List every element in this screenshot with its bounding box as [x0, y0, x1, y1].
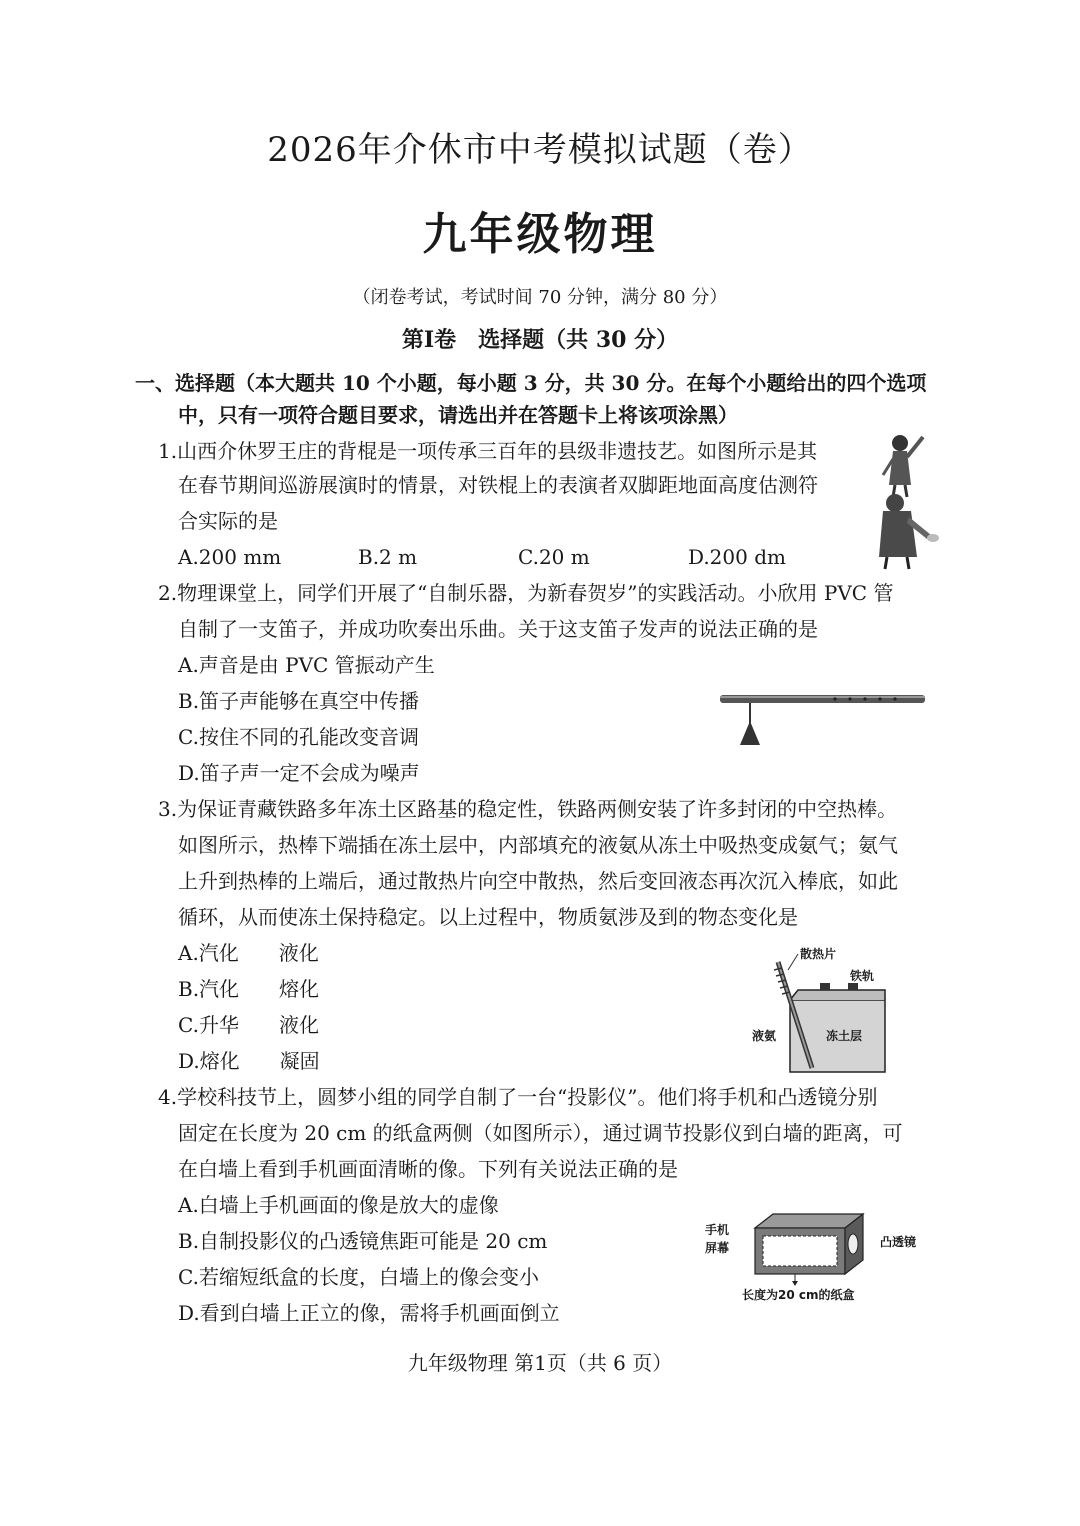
- label-fin: 散热片: [800, 947, 837, 961]
- q1-option-d: D.200 dm: [688, 545, 786, 569]
- label-screen: 屏幕: [705, 1241, 730, 1255]
- q1-option-c: C.20 m: [518, 545, 590, 569]
- q3-option-d: D.熔化 凝固: [178, 1049, 320, 1073]
- q3-line3: 上升到热棒的上端后，通过散热片向空中散热，然后变回液态再次沉入棒底，如此: [178, 869, 898, 893]
- q4-option-b: B.自制投影仪的凸透镜焦距可能是 20 cm: [178, 1229, 548, 1253]
- label-rail: 铁轨: [850, 969, 875, 983]
- q2-option-b: B.笛子声能够在真空中传播: [178, 689, 420, 713]
- q3-line4: 循环，从而使冻土保持稳定。以上过程中，物质氨涉及到的物态变化是: [178, 905, 798, 929]
- projector-box-figure: [745, 1210, 885, 1290]
- q4-line1: 4.学校科技节上，圆梦小组的同学自制了一台“投影仪”。他们将手机和凸透镜分别: [158, 1085, 878, 1109]
- performers-figure: [865, 425, 945, 570]
- q3-line2: 如图所示，热棒下端插在冻土层中，内部填充的液氨从冻土中吸热变成氨气；氨气: [178, 833, 898, 857]
- section-instructions-line2: 中，只有一项符合题目要求，请选出并在答题卡上将该项涂黑）: [178, 403, 738, 427]
- exam-title: 2026年介休市中考模拟试题（卷）: [267, 130, 813, 170]
- q2-option-d: D.笛子声一定不会成为噪声: [178, 761, 420, 785]
- q1-option-b: B.2 m: [358, 545, 418, 569]
- label-phone: 手机: [705, 1223, 730, 1237]
- exam-info: （闭卷考试，考试时间 70 分钟，满分 80 分）: [352, 287, 728, 308]
- q2-line1: 2.物理课堂上，同学们开展了“自制乐器，为新春贺岁”的实践活动。小欣用 PVC 管: [158, 581, 894, 605]
- volume-heading: 第Ⅰ卷 选择题（共 30 分）: [401, 327, 679, 353]
- q2-line2: 自制了一支笛子，并成功吹奏出乐曲。关于这支笛子发声的说法正确的是: [178, 617, 818, 641]
- q4-option-a: A.白墙上手机画面的像是放大的虚像: [178, 1193, 499, 1217]
- q1-line3: 合实际的是: [178, 509, 278, 533]
- label-soil: 冻土层: [826, 1029, 863, 1043]
- label-ammonia: 液氨: [752, 1029, 777, 1043]
- q1-line1: 1.山西介休罗王庄的背棍是一项传承三百年的县级非遗技艺。如图所示是其: [158, 439, 818, 463]
- q3-option-c: C.升华 液化: [178, 1013, 319, 1037]
- q2-option-a: A.声音是由 PVC 管振动产生: [178, 653, 435, 677]
- q3-option-a: A.汽化 液化: [178, 941, 319, 965]
- q3-option-b: B.汽化 熔化: [178, 977, 320, 1001]
- q4-line3: 在白墙上看到手机画面清晰的像。下列有关说法正确的是: [178, 1157, 678, 1181]
- q4-line2: 固定在长度为 20 cm 的纸盒两侧（如图所示），通过调节投影仪到白墙的距离，可: [178, 1121, 903, 1145]
- flute-figure: [715, 685, 930, 750]
- q1-line2: 在春节期间巡游展演时的情景，对铁棍上的表演者双脚距地面高度估测符: [178, 473, 818, 497]
- page-footer: 九年级物理 第1页（共 6 页）: [407, 1351, 673, 1375]
- q1-option-a: A.200 mm: [178, 545, 282, 569]
- q2-option-c: C.按住不同的孔能改变音调: [178, 725, 419, 749]
- q4-option-d: D.看到白墙上正立的像，需将手机画面倒立: [178, 1301, 560, 1325]
- label-box: 长度为20 cm的纸盒: [742, 1288, 855, 1302]
- section-instructions-line1: 一、选择题（本大题共 10 个小题，每小题 3 分，共 30 分。在每个小题给出的四个选项: [135, 371, 927, 395]
- label-lens: 凸透镜: [880, 1235, 917, 1249]
- q4-option-c: C.若缩短纸盒的长度，白墙上的像会变小: [178, 1265, 539, 1289]
- subject-title: 九年级物理: [422, 209, 658, 260]
- q3-line1: 3.为保证青藏铁路多年冻土区路基的稳定性，铁路两侧安装了许多封闭的中空热棒。: [158, 797, 898, 821]
